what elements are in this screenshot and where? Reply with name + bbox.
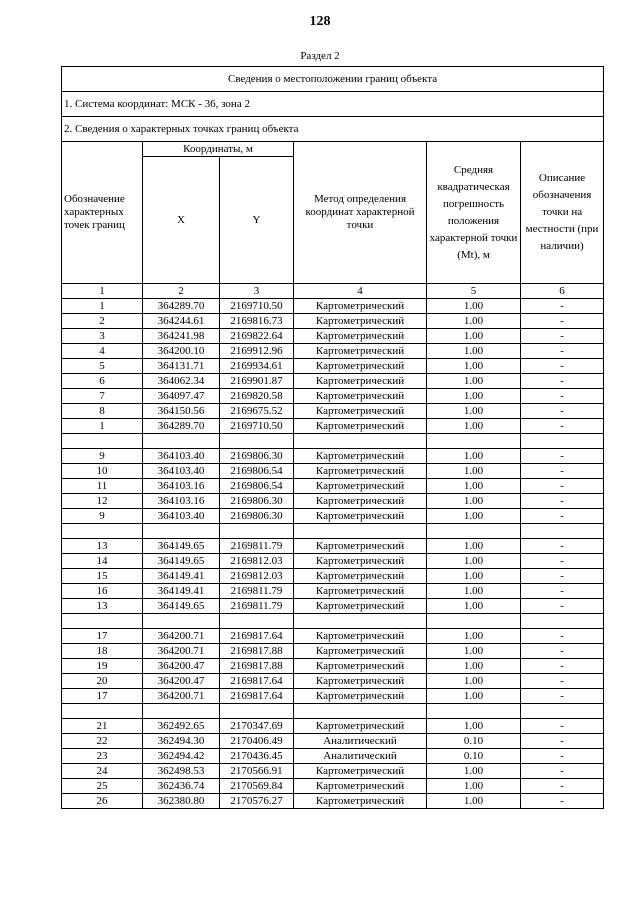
table-row — [62, 734, 604, 749]
coord-x: 362380.80 — [143, 794, 220, 809]
description: - — [521, 314, 604, 329]
coordinate-system: 1. Система координат: МСК - 36, зона 2 — [62, 92, 604, 117]
coord-y: 2169806.30 — [220, 509, 294, 524]
accuracy: 1.00 — [427, 344, 521, 359]
table-row — [62, 389, 604, 404]
coord-y: 2169934.61 — [220, 359, 294, 374]
method: Картометрический — [294, 509, 427, 524]
description: - — [521, 599, 604, 614]
description: - — [521, 569, 604, 584]
description: - — [521, 719, 604, 734]
method: Картометрический — [294, 629, 427, 644]
empty-cell — [521, 704, 604, 719]
accuracy: 1.00 — [427, 404, 521, 419]
description: - — [521, 584, 604, 599]
point-id: 19 — [62, 659, 143, 674]
point-id: 9 — [62, 449, 143, 464]
point-id: 17 — [62, 629, 143, 644]
boundary-points-table — [61, 66, 604, 809]
accuracy: 1.00 — [427, 479, 521, 494]
table-row — [62, 299, 604, 314]
accuracy: 1.00 — [427, 449, 521, 464]
method: Картометрический — [294, 794, 427, 809]
accuracy: 1.00 — [427, 674, 521, 689]
table-row — [62, 794, 604, 809]
accuracy: 1.00 — [427, 374, 521, 389]
accuracy: 1.00 — [427, 554, 521, 569]
points-heading: 2. Сведения о характерных точках границ объекта — [62, 117, 604, 142]
method: Картометрический — [294, 479, 427, 494]
table-row — [62, 644, 604, 659]
empty-cell — [427, 524, 521, 539]
header-x: X — [143, 157, 220, 284]
group-separator-row — [62, 614, 604, 629]
coord-x: 364103.16 — [143, 494, 220, 509]
table-row — [62, 419, 604, 434]
accuracy: 1.00 — [427, 569, 521, 584]
table-row — [62, 344, 604, 359]
method: Картометрический — [294, 539, 427, 554]
table-row — [62, 374, 604, 389]
table-row — [62, 674, 604, 689]
table-row — [62, 629, 604, 644]
point-id: 24 — [62, 764, 143, 779]
point-id: 15 — [62, 569, 143, 584]
coord-x: 362492.65 — [143, 719, 220, 734]
header-accuracy: Средняя квадратическая погрешность положения характерной точки (Mt), м — [427, 142, 521, 284]
coord-y: 2169675.52 — [220, 404, 294, 419]
point-id: 4 — [62, 344, 143, 359]
section-label: Раздел 2 — [300, 50, 340, 62]
header-designation: Обозначение характерных точек границ — [62, 142, 143, 284]
coord-x: 364289.70 — [143, 419, 220, 434]
coord-y: 2169710.50 — [220, 299, 294, 314]
description: - — [521, 449, 604, 464]
coord-y: 2169812.03 — [220, 569, 294, 584]
table-row — [62, 764, 604, 779]
coord-x: 364289.70 — [143, 299, 220, 314]
empty-cell — [427, 704, 521, 719]
point-id: 12 — [62, 494, 143, 509]
coord-x: 362498.53 — [143, 764, 220, 779]
coord-y: 2169822.64 — [220, 329, 294, 344]
table-title: Сведения о местоположении границ объекта — [62, 67, 604, 92]
coord-x: 364062.34 — [143, 374, 220, 389]
description: - — [521, 554, 604, 569]
description: - — [521, 494, 604, 509]
coord-y: 2170569.84 — [220, 779, 294, 794]
coord-x: 364103.40 — [143, 464, 220, 479]
description: - — [521, 779, 604, 794]
method: Картометрический — [294, 779, 427, 794]
accuracy: 0.10 — [427, 749, 521, 764]
empty-cell — [294, 524, 427, 539]
coord-x: 364244.61 — [143, 314, 220, 329]
point-id: 1 — [62, 299, 143, 314]
empty-cell — [521, 434, 604, 449]
method: Картометрический — [294, 419, 427, 434]
empty-cell — [62, 704, 143, 719]
coord-x: 364200.71 — [143, 629, 220, 644]
point-id: 18 — [62, 644, 143, 659]
table-row — [62, 404, 604, 419]
empty-cell — [143, 434, 220, 449]
point-id: 13 — [62, 599, 143, 614]
accuracy: 1.00 — [427, 389, 521, 404]
accuracy: 1.00 — [427, 299, 521, 314]
coord-x: 364149.65 — [143, 554, 220, 569]
method: Картометрический — [294, 344, 427, 359]
point-id: 21 — [62, 719, 143, 734]
description: - — [521, 734, 604, 749]
method: Картометрический — [294, 404, 427, 419]
coord-y: 2169912.96 — [220, 344, 294, 359]
coord-y: 2169806.30 — [220, 449, 294, 464]
coord-y: 2169806.54 — [220, 464, 294, 479]
method: Картометрический — [294, 494, 427, 509]
method: Аналитический — [294, 734, 427, 749]
group-separator-row — [62, 704, 604, 719]
table-row — [62, 464, 604, 479]
point-id: 14 — [62, 554, 143, 569]
description: - — [521, 629, 604, 644]
coord-y: 2170347.69 — [220, 719, 294, 734]
table-row — [62, 689, 604, 704]
point-id: 23 — [62, 749, 143, 764]
table-row — [62, 509, 604, 524]
coord-y: 2169811.79 — [220, 539, 294, 554]
point-id: 22 — [62, 734, 143, 749]
coord-y: 2169710.50 — [220, 419, 294, 434]
coord-x: 364200.71 — [143, 689, 220, 704]
point-id: 9 — [62, 509, 143, 524]
coord-y: 2169901.87 — [220, 374, 294, 389]
description: - — [521, 689, 604, 704]
empty-cell — [521, 524, 604, 539]
method: Картометрический — [294, 689, 427, 704]
point-id: 7 — [62, 389, 143, 404]
column-number: 4 — [294, 284, 427, 299]
column-number: 2 — [143, 284, 220, 299]
coord-x: 362436.74 — [143, 779, 220, 794]
point-id: 2 — [62, 314, 143, 329]
column-number: 5 — [427, 284, 521, 299]
coord-y: 2169817.64 — [220, 629, 294, 644]
description: - — [521, 359, 604, 374]
point-id: 26 — [62, 794, 143, 809]
point-id: 25 — [62, 779, 143, 794]
point-id: 6 — [62, 374, 143, 389]
coord-x: 364200.47 — [143, 659, 220, 674]
coord-y: 2169811.79 — [220, 599, 294, 614]
accuracy: 1.00 — [427, 314, 521, 329]
empty-cell — [143, 614, 220, 629]
header-y: Y — [220, 157, 294, 284]
empty-cell — [143, 524, 220, 539]
coord-y: 2169816.73 — [220, 314, 294, 329]
empty-cell — [294, 614, 427, 629]
description: - — [521, 644, 604, 659]
table-row — [62, 749, 604, 764]
coord-y: 2169817.64 — [220, 674, 294, 689]
description: - — [521, 749, 604, 764]
coord-y: 2170576.27 — [220, 794, 294, 809]
table-row — [62, 539, 604, 554]
point-id: 16 — [62, 584, 143, 599]
description: - — [521, 389, 604, 404]
method: Картометрический — [294, 314, 427, 329]
method: Картометрический — [294, 569, 427, 584]
empty-cell — [294, 704, 427, 719]
empty-cell — [220, 614, 294, 629]
accuracy: 1.00 — [427, 539, 521, 554]
table-row — [62, 359, 604, 374]
empty-cell — [62, 434, 143, 449]
accuracy: 1.00 — [427, 764, 521, 779]
method: Картометрический — [294, 599, 427, 614]
empty-cell — [220, 704, 294, 719]
coord-y: 2169806.30 — [220, 494, 294, 509]
column-number: 6 — [521, 284, 604, 299]
point-id: 20 — [62, 674, 143, 689]
accuracy: 1.00 — [427, 509, 521, 524]
coord-y: 2169820.58 — [220, 389, 294, 404]
point-id: 1 — [62, 419, 143, 434]
method: Картометрический — [294, 464, 427, 479]
accuracy: 1.00 — [427, 584, 521, 599]
description: - — [521, 479, 604, 494]
description: - — [521, 419, 604, 434]
column-number: 1 — [62, 284, 143, 299]
method: Картометрический — [294, 449, 427, 464]
method: Картометрический — [294, 644, 427, 659]
description: - — [521, 299, 604, 314]
coord-x: 364200.71 — [143, 644, 220, 659]
table-row — [62, 659, 604, 674]
accuracy: 0.10 — [427, 734, 521, 749]
page-number: 128 — [309, 14, 331, 29]
method: Картометрический — [294, 329, 427, 344]
accuracy: 1.00 — [427, 629, 521, 644]
description: - — [521, 794, 604, 809]
coord-y: 2169806.54 — [220, 479, 294, 494]
empty-cell — [62, 524, 143, 539]
description: - — [521, 659, 604, 674]
description: - — [521, 344, 604, 359]
coord-x: 364103.40 — [143, 509, 220, 524]
method: Картометрический — [294, 389, 427, 404]
empty-cell — [143, 704, 220, 719]
table-row — [62, 569, 604, 584]
coord-y: 2170406.49 — [220, 734, 294, 749]
method: Картометрический — [294, 299, 427, 314]
accuracy: 1.00 — [427, 689, 521, 704]
description: - — [521, 539, 604, 554]
coord-y: 2170566.91 — [220, 764, 294, 779]
coord-x: 364149.65 — [143, 599, 220, 614]
accuracy: 1.00 — [427, 779, 521, 794]
accuracy: 1.00 — [427, 359, 521, 374]
accuracy: 1.00 — [427, 329, 521, 344]
description: - — [521, 509, 604, 524]
accuracy: 1.00 — [427, 599, 521, 614]
coord-x: 364149.41 — [143, 584, 220, 599]
table-row — [62, 554, 604, 569]
table-row — [62, 314, 604, 329]
method: Картометрический — [294, 674, 427, 689]
coord-y: 2169817.88 — [220, 644, 294, 659]
group-separator-row — [62, 524, 604, 539]
table-row — [62, 719, 604, 734]
coord-x: 364150.56 — [143, 404, 220, 419]
coord-x: 364149.65 — [143, 539, 220, 554]
accuracy: 1.00 — [427, 644, 521, 659]
coord-x: 364097.47 — [143, 389, 220, 404]
coord-x: 364241.98 — [143, 329, 220, 344]
header-description: Описание обозначения точки на местности (при наличии) — [521, 142, 604, 284]
method: Картометрический — [294, 359, 427, 374]
coord-y: 2169817.64 — [220, 689, 294, 704]
coord-x: 364200.10 — [143, 344, 220, 359]
point-id: 3 — [62, 329, 143, 344]
coord-x: 362494.30 — [143, 734, 220, 749]
empty-cell — [521, 614, 604, 629]
description: - — [521, 404, 604, 419]
coord-y: 2169817.88 — [220, 659, 294, 674]
coord-x: 364103.40 — [143, 449, 220, 464]
coord-x: 364149.41 — [143, 569, 220, 584]
accuracy: 1.00 — [427, 419, 521, 434]
description: - — [521, 764, 604, 779]
method: Картометрический — [294, 764, 427, 779]
coord-x: 364200.47 — [143, 674, 220, 689]
empty-cell — [294, 434, 427, 449]
coord-x: 364103.16 — [143, 479, 220, 494]
empty-cell — [427, 614, 521, 629]
point-id: 5 — [62, 359, 143, 374]
description: - — [521, 674, 604, 689]
point-id: 17 — [62, 689, 143, 704]
group-separator-row — [62, 434, 604, 449]
table-row — [62, 494, 604, 509]
coord-x: 362494.42 — [143, 749, 220, 764]
method: Картометрический — [294, 554, 427, 569]
column-number: 3 — [220, 284, 294, 299]
empty-cell — [427, 434, 521, 449]
header-method: Метод определения координат характерной точки — [294, 142, 427, 284]
method: Картометрический — [294, 584, 427, 599]
method: Аналитический — [294, 749, 427, 764]
coord-x: 364131.71 — [143, 359, 220, 374]
coord-y: 2169812.03 — [220, 554, 294, 569]
accuracy: 1.00 — [427, 659, 521, 674]
header-coordinates: Координаты, м — [143, 142, 294, 157]
table-row — [62, 584, 604, 599]
description: - — [521, 374, 604, 389]
description: - — [521, 329, 604, 344]
empty-cell — [220, 434, 294, 449]
accuracy: 1.00 — [427, 494, 521, 509]
coord-y: 2170436.45 — [220, 749, 294, 764]
point-id: 13 — [62, 539, 143, 554]
accuracy: 1.00 — [427, 464, 521, 479]
description: - — [521, 464, 604, 479]
point-id: 8 — [62, 404, 143, 419]
empty-cell — [62, 614, 143, 629]
table-row — [62, 449, 604, 464]
table-row — [62, 599, 604, 614]
table-row — [62, 779, 604, 794]
method: Картометрический — [294, 659, 427, 674]
accuracy: 1.00 — [427, 794, 521, 809]
point-id: 10 — [62, 464, 143, 479]
method: Картометрический — [294, 374, 427, 389]
empty-cell — [220, 524, 294, 539]
column-numbers-row — [62, 284, 604, 299]
coord-y: 2169811.79 — [220, 584, 294, 599]
point-id: 11 — [62, 479, 143, 494]
table-row — [62, 479, 604, 494]
accuracy: 1.00 — [427, 719, 521, 734]
method: Картометрический — [294, 719, 427, 734]
table-row — [62, 329, 604, 344]
